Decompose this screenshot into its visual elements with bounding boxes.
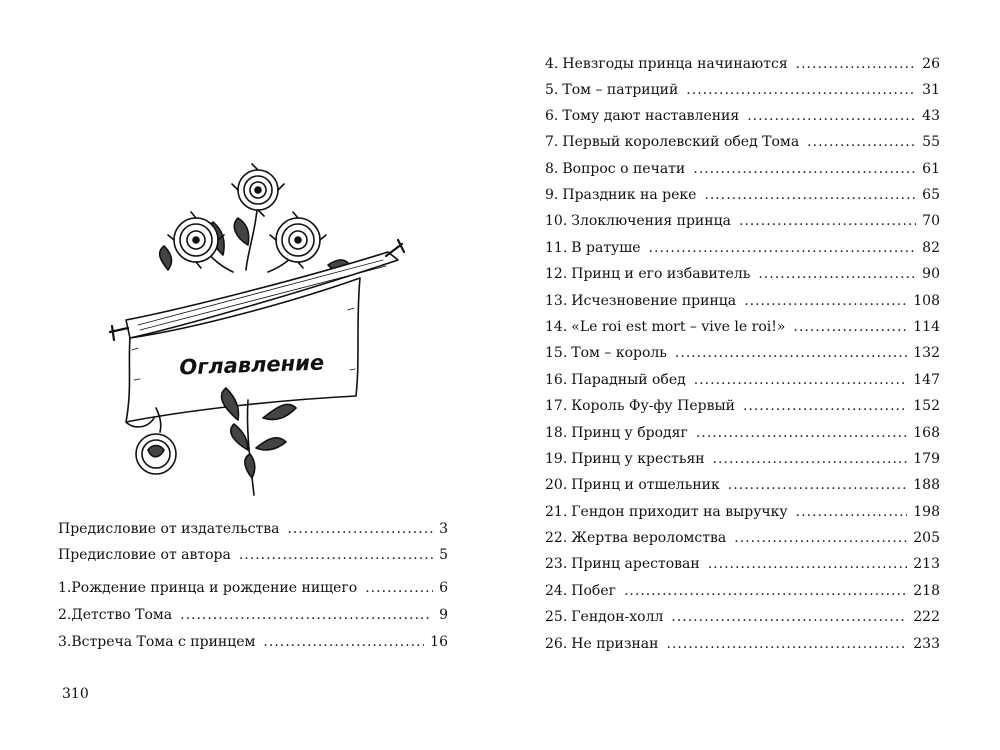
toc-entry-row [545,292,940,310]
toc-number: 1. [58,580,72,596]
toc-page: 55 [922,134,940,150]
toc-page: 198 [913,504,940,520]
toc-number: 8. [545,161,559,177]
leader-dots [807,133,916,151]
toc-title: Гендон-холл [571,609,664,625]
leader-dots [287,520,433,538]
toc-title: Жертва вероломства [571,530,727,546]
toc-number: 22. [545,530,568,546]
toc-number: 2. [58,607,72,623]
toc-title: Принц и отшельник [571,477,720,493]
toc-number: 9. [545,187,559,203]
toc-number: 14. [545,319,568,335]
leader-dots [180,606,432,624]
toc-entry-row [545,107,940,125]
toc-title: В ратуше [571,240,641,256]
leader-dots [708,555,908,573]
toc-number: 24. [545,583,568,599]
toc-page: 168 [913,425,940,441]
toc-number: 18. [545,425,568,441]
toc-page: 65 [922,187,940,203]
toc-number: 25. [545,609,568,625]
toc-title: Предисловие от издательства [58,521,280,537]
toc-entry-row [545,635,940,653]
scroll-with-roses-illustration [98,160,418,500]
leader-dots [796,503,908,521]
toc-entry-row [545,186,940,204]
toc-title: Встреча Тома с принцем [71,634,256,650]
toc-page: 31 [922,82,940,98]
toc-title: Принц и его избавитель [571,266,751,282]
leader-dots [743,397,907,415]
toc-title: Предисловие от автора [58,547,231,563]
leader-dots [693,160,916,178]
toc-entry-row [58,606,448,624]
toc-page: 90 [922,266,940,282]
leader-dots [796,55,917,73]
leader-dots [744,292,907,310]
toc-number: 4. [545,56,559,72]
toc-number: 26. [545,636,568,652]
toc-title: Исчезновение принца [571,293,737,309]
toc-entry-row [545,582,940,600]
toc-entry-row [545,318,940,336]
toc-title: Не признан [571,636,659,652]
toc-page: 5 [439,547,448,563]
toc-title: Тому дают наставления [562,108,740,124]
leader-dots [263,633,424,651]
leader-dots [739,212,916,230]
toc-page: 82 [922,240,940,256]
toc-title: Первый королевский обед Тома [562,134,800,150]
leader-dots [239,546,433,564]
toc-page: 16 [430,634,448,650]
toc-number: 3. [58,634,72,650]
toc-number: 12. [545,266,568,282]
toc-title: Парадный обед [571,372,686,388]
leader-dots [793,318,907,336]
toc-number: 7. [545,134,559,150]
toc-number: 17. [545,398,568,414]
toc-title: Принц у крестьян [571,451,705,467]
leader-dots [747,107,916,125]
leader-dots [686,81,916,99]
toc-title: Король Фу-фу Первый [571,398,735,414]
leader-dots [713,450,908,468]
toc-title: Том – король [571,345,667,361]
toc-page: 3 [439,521,448,537]
toc-entry-row [545,344,940,362]
toc-entry-row [545,212,940,230]
toc-entry-row [545,81,940,99]
leader-dots [694,371,907,389]
toc-page: 222 [913,609,940,625]
leader-dots [649,239,917,257]
toc-entry-row [545,265,940,283]
toc-title: Гендон приходит на выручку [571,504,788,520]
toc-number: 21. [545,504,568,520]
toc-number: 15. [545,345,568,361]
toc-page: 26 [922,56,940,72]
toc-number: 11. [545,240,568,256]
leader-dots [675,344,907,362]
toc-entry-row [545,608,940,626]
toc-number: 19. [545,451,568,467]
toc-page: 43 [922,108,940,124]
leader-dots [671,608,907,626]
toc-page: 6 [439,580,448,596]
toc-entry-row [545,160,940,178]
leader-dots [734,529,907,547]
toc-title: Детство Тома [71,607,173,623]
toc-page: 152 [913,398,940,414]
toc-page: 233 [913,636,940,652]
toc-title: Вопрос о печати [562,161,686,177]
leader-dots [624,582,907,600]
toc-title: Принц арестован [571,556,700,572]
toc-entry-row [545,371,940,389]
leader-dots [365,579,433,597]
toc-page: 114 [913,319,940,335]
toc-entry-row [58,633,448,651]
leader-dots [666,635,907,653]
toc-entry-row [545,450,940,468]
toc-entry-row [545,424,940,442]
toc-page: 205 [913,530,940,546]
toc-number: 16. [545,372,568,388]
toc-number: 20. [545,477,568,493]
toc-entry-row [545,133,940,151]
toc-number: 23. [545,556,568,572]
toc-page: 147 [913,372,940,388]
toc-page: 9 [439,607,448,623]
toc-page: 132 [913,345,940,361]
toc-title: Невзгоды принца начинаются [562,56,788,72]
toc-title: Принц у бродяг [571,425,688,441]
leader-dots [728,476,908,494]
toc-page: 218 [913,583,940,599]
toc-page: 213 [913,556,940,572]
toc-title: Рождение принца и рождение нищего [71,580,358,596]
toc-title: Злоключения принца [571,213,731,229]
toc-number: 5. [545,82,559,98]
toc-preface-row [58,546,448,564]
toc-preface-row [58,520,448,538]
toc-page: 70 [922,213,940,229]
toc-page: 179 [913,451,940,467]
toc-entry-row [545,397,940,415]
toc-entry-row [545,529,940,547]
toc-page: 61 [922,161,940,177]
toc-entry-row [545,239,940,257]
toc-number: 10. [545,213,568,229]
leader-dots [758,265,916,283]
toc-entry-row [545,503,940,521]
toc-title: Праздник на реке [562,187,697,203]
toc-number: 6. [545,108,559,124]
toc-page: 188 [913,477,940,493]
toc-heading: Оглавление [178,350,325,380]
leader-dots [704,186,916,204]
toc-entry-row [545,55,940,73]
page-number: 310 [62,686,89,702]
toc-number: 13. [545,293,568,309]
toc-page: 108 [913,293,940,309]
toc-title: Побег [571,583,616,599]
toc-entry-row [545,555,940,573]
toc-title: «Le roi est mort – vive le roi!» [571,319,786,335]
toc-entry-row [58,579,448,597]
leader-dots [696,424,907,442]
toc-entry-row [545,476,940,494]
toc-title: Том – патриций [562,82,679,98]
